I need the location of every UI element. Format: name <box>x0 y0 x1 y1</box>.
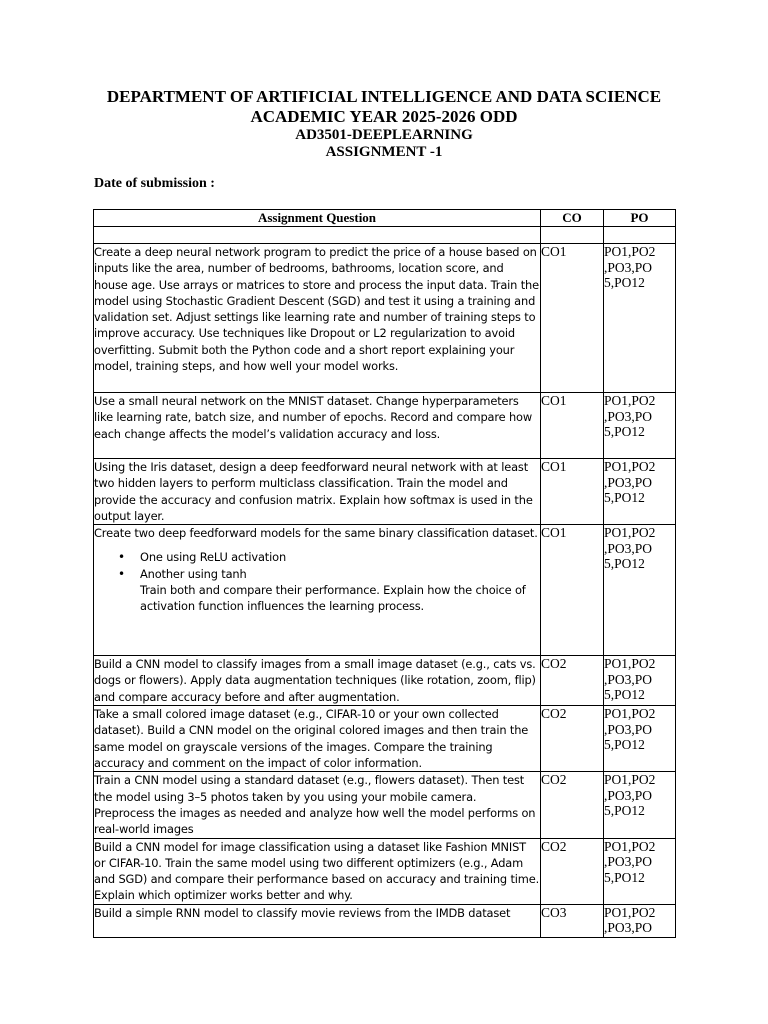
co-cell: CO2 <box>541 772 604 838</box>
po-line: ,PO3,PO <box>604 474 653 490</box>
question-cell <box>94 525 541 656</box>
empty-cell <box>541 227 604 244</box>
po-cell <box>604 656 676 706</box>
po-line: 5,PO12 <box>604 687 645 703</box>
question-cell <box>94 244 541 393</box>
table-row <box>94 772 676 838</box>
po-line: 5,PO12 <box>604 424 645 439</box>
bullet-icon: • <box>118 550 125 565</box>
document-header <box>0 87 768 161</box>
question-text: Use a small neural network on the MNIST dataset. Change hyperparameters like learning rate, batch size, and number of epochs. Record and compare how each change affects the model’s validation accuracy and loss. <box>94 394 533 441</box>
bullet-text: One using ReLU activation <box>140 550 287 565</box>
header-po: PO <box>604 210 676 227</box>
department-title: DEPARTMENT OF ARTIFICIAL INTELLIGENCE AND DATA SCIENCE <box>106 87 662 106</box>
po-line: PO1,PO2 <box>604 772 656 788</box>
question-text: Take a small colored image dataset (e.g., CIFAR-10 or your own collected dataset). Build a CNN model on the original colored images and then train the same model on grayscale versions of the images. Compare the training accuracy and comment on the impact of color information. <box>94 707 529 771</box>
bullet-item <box>94 566 540 582</box>
empty-row <box>94 227 676 244</box>
question-cell <box>94 393 541 459</box>
question-text: Build a simple RNN model to classify movie reviews from the IMDB dataset <box>94 905 511 920</box>
po-line: PO1,PO2 <box>604 459 656 474</box>
table-row <box>94 656 676 706</box>
table-row <box>94 244 676 393</box>
co-cell: CO2 <box>541 656 604 706</box>
co-cell: CO2 <box>541 706 604 772</box>
question-cell <box>94 904 541 937</box>
question-cell <box>94 459 541 525</box>
co-cell: CO1 <box>541 393 604 459</box>
co-cell: CO1 <box>541 459 604 525</box>
bullet-text: Another using tanh <box>140 566 247 581</box>
course-code: AD3501-DEEPLEARNING <box>295 127 473 143</box>
po-line: PO1,PO2 <box>604 656 656 672</box>
assignment-title: ASSIGNMENT -1 <box>325 144 443 160</box>
co-cell: CO1 <box>541 244 604 393</box>
po-line: 5,PO12 <box>604 869 645 885</box>
po-cell <box>604 706 676 772</box>
po-line: PO1,PO2 <box>604 904 656 920</box>
po-line: ,PO3,PO <box>604 540 653 556</box>
question-text: Train a CNN model using a standard dataset (e.g., flowers dataset). Then test the model using 3–5 photos taken by you using your mobile camera. Preprocess the images as needed and analyze how well the model performs on real-world images <box>94 773 536 837</box>
po-cell <box>604 459 676 525</box>
question-followup-text: Train both and compare their performance. Explain how the choice of activation function influences the learning process. <box>140 583 526 614</box>
question-cell <box>94 706 541 772</box>
bullet-list <box>94 549 540 582</box>
table-row <box>94 393 676 459</box>
bullet-item <box>94 549 540 565</box>
co-cell: CO3 <box>541 904 604 937</box>
po-line: PO1,PO2 <box>604 244 656 259</box>
po-line: PO1,PO2 <box>604 706 656 722</box>
po-line: ,PO3,PO <box>604 854 653 870</box>
question-text: Create a deep neural network program to predict the price of a house based on inputs like the area, number of bedrooms, bathrooms, location score, and house age. Use arrays or matrices to store and process the input data. Train the model using Stochastic Gradient Descent (SGD) and test it using a training and validation set. Adjust settings like learning rate and number of training steps to improve accuracy. Use techniques like Dropout or L2 regularization to avoid overfitting. Submit both the Python code and a short report explaining your model, training steps, and how well your model works. <box>94 245 539 374</box>
po-cell <box>604 838 676 904</box>
question-cell <box>94 656 541 706</box>
submission-date-label: Date of submission : <box>94 176 215 191</box>
po-line: ,PO3,PO <box>604 721 653 737</box>
co-cell: CO2 <box>541 838 604 904</box>
question-text: Create two deep feedforward models for the same binary classification dataset. <box>94 526 538 541</box>
po-line: PO1,PO2 <box>604 838 656 854</box>
po-line: 5,PO12 <box>604 275 645 290</box>
table-row <box>94 838 676 904</box>
table-header-row <box>94 210 676 227</box>
question-cell <box>94 772 541 838</box>
po-line: ,PO3,PO <box>604 408 653 424</box>
po-line: 5,PO12 <box>604 556 645 572</box>
po-cell <box>604 393 676 459</box>
po-cell <box>604 772 676 838</box>
question-text: Build a CNN model to classify images from a small image dataset (e.g., cats vs. dogs or flowers). Apply data augmentation techniques (like rotation, zoom, flip) and compare accuracy before and after augmentation. <box>94 657 536 704</box>
po-line: ,PO3,PO <box>604 920 653 936</box>
po-line: PO1,PO2 <box>604 525 656 541</box>
table-row <box>94 706 676 772</box>
po-line: 5,PO12 <box>604 803 645 819</box>
po-cell <box>604 904 676 937</box>
table-row <box>94 904 676 937</box>
question-cell <box>94 838 541 904</box>
table-row <box>94 459 676 525</box>
po-line: 5,PO12 <box>604 737 645 753</box>
bullet-icon: • <box>118 566 125 581</box>
po-line: 5,PO12 <box>604 490 645 505</box>
co-cell: CO1 <box>541 525 604 656</box>
table-row <box>94 525 676 656</box>
question-text: Build a CNN model for image classification using a dataset like Fashion MNIST or CIFAR-10. Train the same model using two different optimizers (e.g., Adam and SGD) and compare their performance based on accuracy and training time. Explain which optimizer works better and why. <box>94 839 540 903</box>
po-cell <box>604 525 676 656</box>
question-text: Using the Iris dataset, design a deep feedforward neural network with at least two hidden layers to perform multiclass classification. Train the model and provide the accuracy and confusion matrix. Explain how softmax is used in the output layer. <box>94 460 533 523</box>
empty-cell <box>604 227 676 244</box>
header-question: Assignment Question <box>94 210 541 227</box>
empty-cell <box>94 227 541 244</box>
po-line: PO1,PO2 <box>604 393 656 408</box>
po-cell <box>604 244 676 393</box>
academic-year: ACADEMIC YEAR 2025-2026 ODD <box>250 107 518 126</box>
po-line: ,PO3,PO <box>604 259 653 275</box>
po-line: ,PO3,PO <box>604 671 653 687</box>
assignment-table <box>93 209 676 938</box>
po-line: ,PO3,PO <box>604 787 653 803</box>
header-co: CO <box>541 210 604 227</box>
